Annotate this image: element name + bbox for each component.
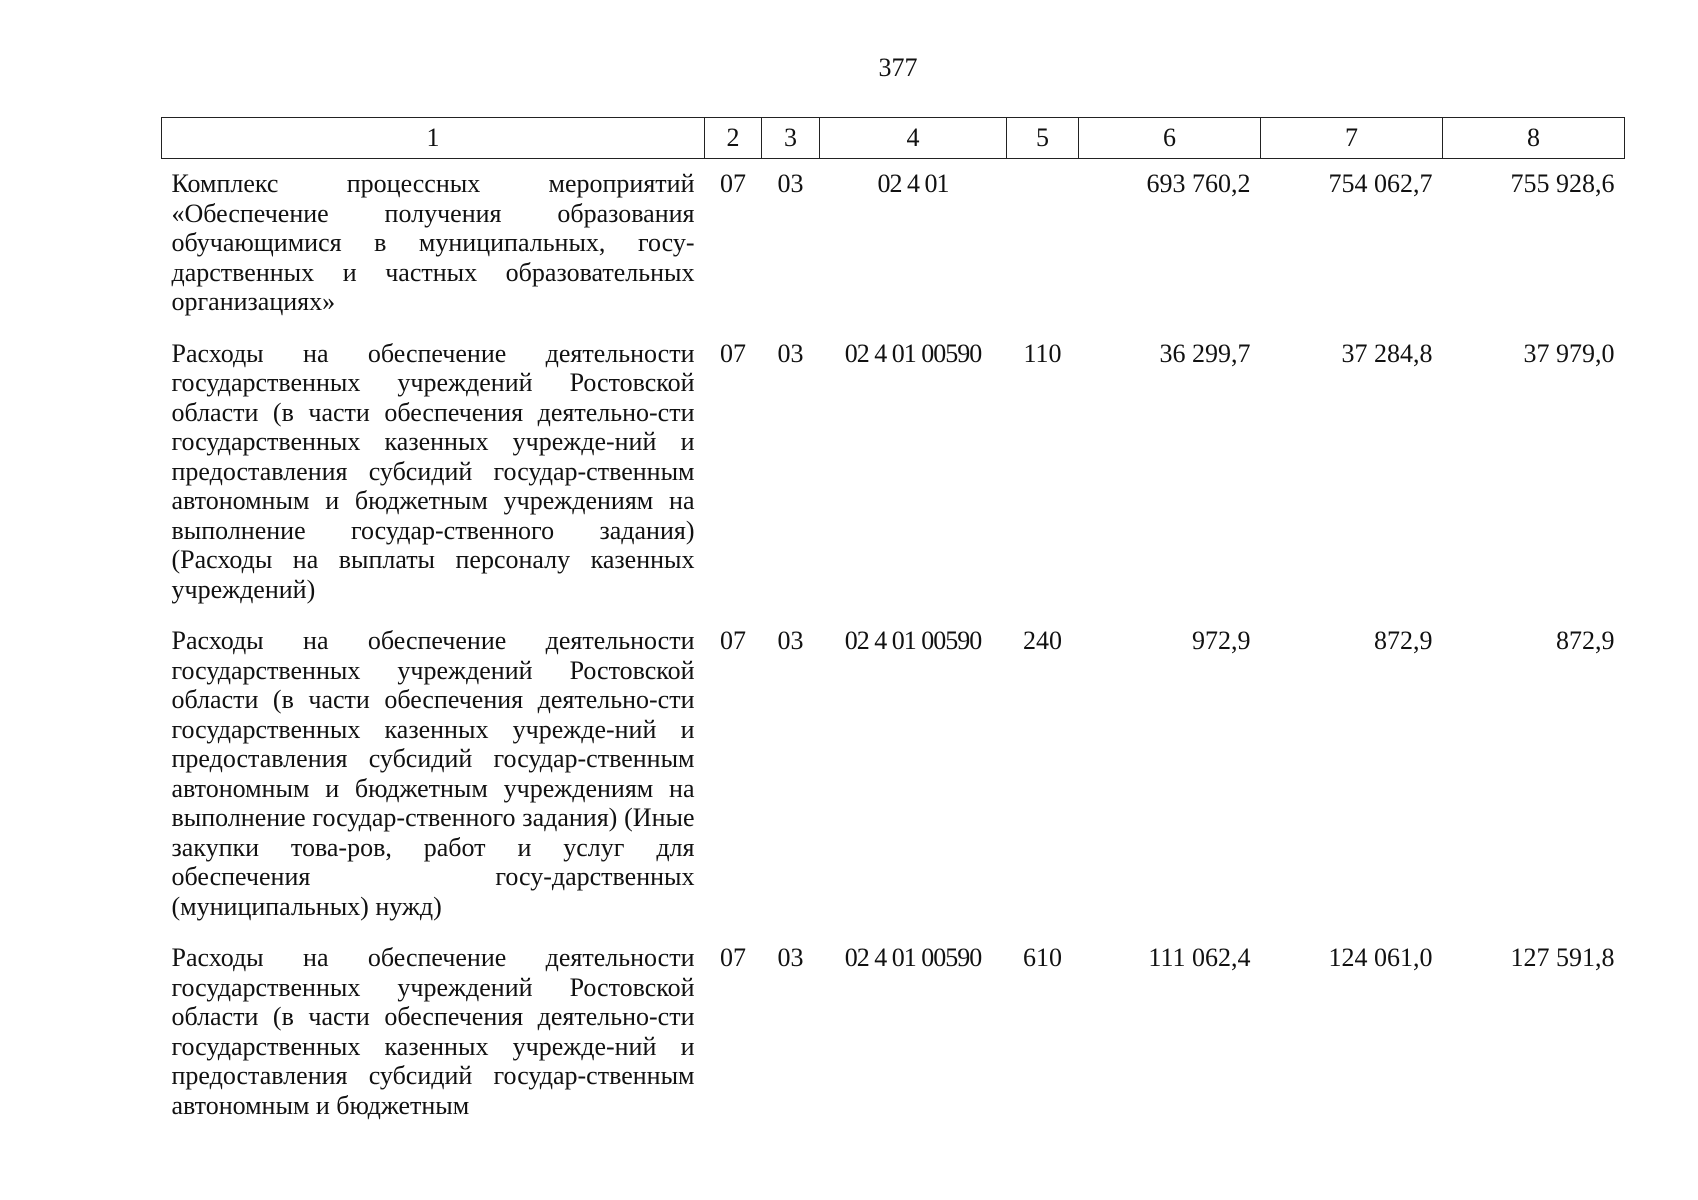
row-target-article: 02 4 01 00590 bbox=[844, 338, 982, 368]
row-section-code: 07 bbox=[720, 626, 746, 655]
row-amount-col6: 693 760,2 bbox=[1146, 169, 1251, 198]
row-subsection-code: 03 bbox=[777, 169, 804, 198]
row-description: Расходы на обеспечение деятельности государственных учреждений Ростовской области (в части обеспечения деятельно-сти государственных казенных учрежде-ний и предоставления субсидий государ-ственным автономным и бюджетным учреждениям на выполнение государ-ственного задания) (Иные закупки това-ров, работ и услуг для обеспечения госу-дарственных (муниципальных) нужд) bbox=[171, 626, 695, 921]
table-row bbox=[162, 329, 1625, 617]
header-row bbox=[162, 118, 1625, 159]
row-description: Расходы на обеспечение деятельности государственных учреждений Ростовской области (в части обеспечения деятельно-сти государственных казенных учрежде-ний и предоставления субсидий государ-ственным автономным и бюджетным bbox=[171, 943, 695, 1120]
row-expense-type: 610 bbox=[1023, 943, 1062, 972]
row-amount-col8: 127 591,8 bbox=[1510, 943, 1615, 972]
column-header-1: 1 bbox=[162, 118, 705, 159]
row-amount-col8: 755 928,6 bbox=[1510, 169, 1615, 198]
table-row bbox=[162, 933, 1625, 1132]
row-section-code: 07 bbox=[720, 169, 746, 198]
row-amount-col6: 972,9 bbox=[1192, 626, 1251, 655]
row-subsection-code: 03 bbox=[777, 626, 804, 655]
row-expense-type: 240 bbox=[1023, 626, 1062, 655]
row-amount-col6: 111 062,4 bbox=[1148, 943, 1251, 972]
row-amount-col7: 37 284,8 bbox=[1341, 338, 1433, 368]
row-amount-col7: 754 062,7 bbox=[1328, 169, 1433, 198]
row-subsection-code: 03 bbox=[777, 943, 804, 972]
column-header-8: 8 bbox=[1443, 118, 1625, 159]
column-header-6: 6 bbox=[1079, 118, 1261, 159]
row-expense-type: 110 bbox=[1023, 338, 1062, 368]
budget-table bbox=[161, 117, 1625, 1132]
table-row bbox=[162, 616, 1625, 933]
row-section-code: 07 bbox=[720, 338, 746, 368]
row-amount-col7: 124 061,0 bbox=[1328, 943, 1433, 972]
row-expense-type bbox=[1007, 159, 1079, 329]
column-header-3: 3 bbox=[762, 118, 820, 159]
row-description: Комплекс процессных мероприятий «Обеспечение получения образования обучающимися в муниципальных, госу-дарственных и частных образовательных организациях» bbox=[171, 169, 695, 316]
column-header-7: 7 bbox=[1261, 118, 1443, 159]
row-subsection-code: 03 bbox=[777, 338, 804, 368]
row-section-code: 07 bbox=[720, 943, 746, 972]
row-amount-col8: 872,9 bbox=[1556, 626, 1615, 655]
row-amount-col8: 37 979,0 bbox=[1523, 338, 1615, 368]
column-header-5: 5 bbox=[1007, 118, 1079, 159]
row-amount-col6: 36 299,7 bbox=[1159, 338, 1251, 368]
column-header-2: 2 bbox=[705, 118, 762, 159]
row-amount-col7: 872,9 bbox=[1374, 626, 1433, 655]
table-row bbox=[162, 159, 1625, 329]
row-description: Расходы на обеспечение деятельности государственных учреждений Ростовской области (в части обеспечения деятельно-сти государственных казенных учрежде-ний и предоставления субсидий государ-ственным автономным и бюджетным учреждениям на выполнение государ-ственного задания) (Расходы на выплаты персоналу казенных учреждений) bbox=[171, 338, 695, 604]
row-target-article: 02 4 01 00590 bbox=[844, 626, 982, 655]
row-target-article: 02 4 01 bbox=[877, 169, 949, 198]
row-target-article: 02 4 01 00590 bbox=[844, 943, 982, 972]
column-header-4: 4 bbox=[820, 118, 1007, 159]
page-number: 377 bbox=[878, 53, 918, 82]
table-header bbox=[162, 118, 1625, 159]
table-body bbox=[162, 159, 1625, 1133]
